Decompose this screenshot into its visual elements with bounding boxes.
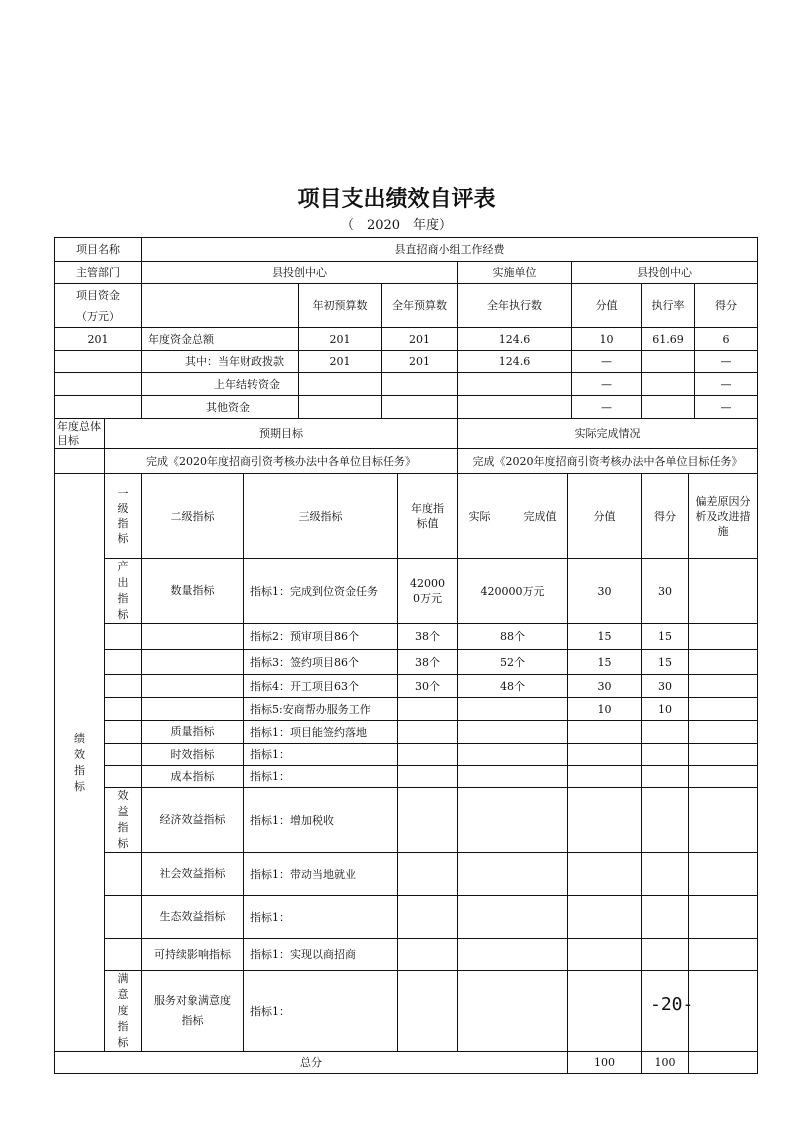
table-row xyxy=(55,624,758,650)
table-row xyxy=(55,788,758,853)
level3: 指标5:安商帮办服务工作 xyxy=(244,698,398,721)
cell: 124.6 xyxy=(458,328,572,351)
level2: 质量指标 xyxy=(170,725,215,738)
target-cell xyxy=(398,766,458,788)
level2-cell xyxy=(142,939,244,971)
table-row xyxy=(55,328,758,351)
level1-cell xyxy=(105,744,142,766)
cell xyxy=(382,396,458,419)
level3: 指标1： xyxy=(244,744,398,766)
actual xyxy=(458,896,568,939)
header: 预期目标 xyxy=(105,419,458,449)
level1-cell xyxy=(105,766,142,788)
table-row xyxy=(55,853,758,896)
level1: 效益指标 xyxy=(117,789,129,850)
level3: 指标1：带动当地就业 xyxy=(244,853,398,896)
header-reason xyxy=(689,474,758,559)
header: 全年预算数 xyxy=(382,284,458,328)
cell xyxy=(142,284,299,328)
level1-cell xyxy=(105,698,142,721)
funds-header-row xyxy=(55,284,758,328)
reason xyxy=(689,721,758,744)
actual: 48个 xyxy=(458,675,568,698)
level1-cell xyxy=(105,675,142,698)
project-name-row xyxy=(55,238,758,262)
label: 项目资金 xyxy=(76,288,120,302)
header-actual xyxy=(458,474,568,559)
reason xyxy=(689,698,758,721)
level2-cell xyxy=(142,624,244,650)
goals-label: 年度总体目标 xyxy=(55,419,105,449)
reason xyxy=(689,744,758,766)
level3: 指标1： xyxy=(244,971,398,1052)
cell: 201 xyxy=(55,328,142,351)
level3: 指标1：增加税收 xyxy=(244,788,398,853)
score: 15 xyxy=(642,650,689,675)
label: 分值 xyxy=(593,509,616,523)
target-cell xyxy=(398,853,458,896)
score-value xyxy=(568,744,642,766)
expected-goal: 完成《2020年度招商引资考核办法中各单位目标任务》 xyxy=(105,449,458,474)
cell xyxy=(458,396,572,419)
target-cell xyxy=(398,675,458,698)
header-l1 xyxy=(105,474,142,559)
score xyxy=(642,721,689,744)
goals-table xyxy=(54,418,758,474)
label: （万元） xyxy=(76,309,120,323)
actual xyxy=(458,766,568,788)
level1-cell xyxy=(105,939,142,971)
cell: — xyxy=(572,373,642,396)
level2: 经济效益指标 xyxy=(159,813,226,826)
reason xyxy=(689,766,758,788)
dept: 县投创中心 xyxy=(142,262,458,284)
level3: 指标1：完成到位资金任务 xyxy=(244,559,398,624)
total-label: 总分 xyxy=(55,1052,568,1074)
cell xyxy=(642,396,695,419)
level1-cell xyxy=(105,896,142,939)
level2-cell xyxy=(142,744,244,766)
reason xyxy=(689,788,758,853)
target-cell xyxy=(398,939,458,971)
funds-table xyxy=(54,237,758,419)
table-row xyxy=(55,744,758,766)
dept-row xyxy=(55,262,758,284)
cell: 201 xyxy=(299,351,382,373)
level1-cell xyxy=(105,650,142,675)
score-value xyxy=(568,971,642,1052)
cell: — xyxy=(695,396,758,419)
header-row xyxy=(55,474,758,559)
label: 得分 xyxy=(654,509,676,523)
project-name: 县直招商小组工作经费 xyxy=(142,238,758,262)
cell xyxy=(689,1052,758,1074)
target-cell xyxy=(398,559,458,624)
cell: 201 xyxy=(382,351,458,373)
cell: 其中：当年财政拨款 xyxy=(142,351,299,373)
reason xyxy=(689,675,758,698)
cell xyxy=(55,449,105,474)
cell xyxy=(642,351,695,373)
score: 30 xyxy=(642,559,689,624)
level1-cell xyxy=(105,559,142,624)
level2: 数量指标 xyxy=(170,584,215,597)
level1-cell xyxy=(105,853,142,896)
cell: 201 xyxy=(299,328,382,351)
target-cell xyxy=(398,744,458,766)
header: 得分 xyxy=(695,284,758,328)
cell: 124.6 xyxy=(458,351,572,373)
score xyxy=(642,939,689,971)
target-cell xyxy=(398,788,458,853)
score: 10 xyxy=(642,698,689,721)
reason xyxy=(689,559,758,624)
level3: 指标4：开工项目63个 xyxy=(244,675,398,698)
reason xyxy=(689,971,758,1052)
page-title: 项目支出绩效自评表 xyxy=(297,186,496,212)
header: 分值 xyxy=(572,284,642,328)
target-cell xyxy=(398,721,458,744)
score xyxy=(642,788,689,853)
score-value xyxy=(568,721,642,744)
score-value xyxy=(568,766,642,788)
level2-cell xyxy=(142,766,244,788)
score-value: 15 xyxy=(568,650,642,675)
label: 年度指标值 xyxy=(411,502,444,530)
cell xyxy=(299,396,382,419)
target-cell xyxy=(398,624,458,650)
level2-cell xyxy=(142,788,244,853)
label: 项目名称 xyxy=(55,238,142,262)
actual xyxy=(458,939,568,971)
actual xyxy=(458,721,568,744)
level2-cell xyxy=(142,971,244,1052)
actual-goal: 完成《2020年度招商引资考核办法中各单位目标任务》 xyxy=(458,449,758,474)
reason xyxy=(689,939,758,971)
target-cell xyxy=(398,896,458,939)
cell xyxy=(55,351,142,373)
header: 实际完成情况 xyxy=(458,419,758,449)
actual xyxy=(458,744,568,766)
level1-cell xyxy=(105,721,142,744)
table-row xyxy=(55,721,758,744)
target: 30个 xyxy=(415,679,440,693)
header-l3 xyxy=(244,474,398,559)
score xyxy=(642,896,689,939)
header: 执行率 xyxy=(642,284,695,328)
cell xyxy=(55,373,142,396)
reason xyxy=(689,853,758,896)
cell: 年度资金总额 xyxy=(142,328,299,351)
score xyxy=(642,744,689,766)
table-row xyxy=(55,373,758,396)
table-row xyxy=(55,559,758,624)
cell xyxy=(458,373,572,396)
level2: 成本指标 xyxy=(170,769,215,783)
level1-cell xyxy=(105,624,142,650)
label: 二级指标 xyxy=(170,509,215,523)
level3: 指标3：签约项目86个 xyxy=(244,650,398,675)
score-value xyxy=(568,939,642,971)
level3: 指标1：实现以商招商 xyxy=(244,939,398,971)
label: 一级指标 xyxy=(117,487,129,545)
score-value: 10 xyxy=(568,698,642,721)
label: 三级指标 xyxy=(298,509,343,523)
table-row xyxy=(55,351,758,373)
header-score_val xyxy=(568,474,642,559)
level2-cell xyxy=(142,896,244,939)
level2-cell xyxy=(142,698,244,721)
target-cell xyxy=(398,698,458,721)
actual: 88个 xyxy=(458,624,568,650)
score-value: 30 xyxy=(568,675,642,698)
actual xyxy=(458,698,568,721)
table-row xyxy=(55,896,758,939)
level1-cell xyxy=(105,788,142,853)
performance-table xyxy=(54,473,758,1074)
target: 38个 xyxy=(415,655,440,669)
level2: 社会效益指标 xyxy=(159,867,226,880)
label: 实施单位 xyxy=(458,262,572,284)
level2-cell xyxy=(142,650,244,675)
cell: 201 xyxy=(382,328,458,351)
level2: 服务对象满意度指标 xyxy=(154,994,231,1027)
total-value: 100 xyxy=(568,1052,642,1074)
score xyxy=(642,853,689,896)
level2: 时效指标 xyxy=(170,747,215,761)
label: 实际 完成值 xyxy=(468,509,557,523)
score-value xyxy=(568,788,642,853)
cell xyxy=(382,373,458,396)
cell: — xyxy=(695,373,758,396)
impl-unit: 县投创中心 xyxy=(572,262,758,284)
page-number: -20- xyxy=(650,994,694,1015)
score-value: 30 xyxy=(568,559,642,624)
level2: 生态效益指标 xyxy=(159,910,226,923)
actual: 420000万元 xyxy=(458,559,568,624)
cell: — xyxy=(695,351,758,373)
table-row xyxy=(55,939,758,971)
funds-label xyxy=(55,284,142,328)
score xyxy=(642,766,689,788)
target-cell xyxy=(398,650,458,675)
score-value xyxy=(568,853,642,896)
cell: 其他资金 xyxy=(142,396,299,419)
actual xyxy=(458,788,568,853)
total-row xyxy=(55,1052,758,1074)
cell: — xyxy=(572,351,642,373)
reason xyxy=(689,624,758,650)
score: 15 xyxy=(642,624,689,650)
header: 年初预算数 xyxy=(299,284,382,328)
reason xyxy=(689,650,758,675)
target: 38个 xyxy=(415,630,440,643)
actual xyxy=(458,971,568,1052)
level3: 指标1： xyxy=(244,896,398,939)
score: 30 xyxy=(642,675,689,698)
label: 偏差原因分析及改进措施 xyxy=(695,494,751,538)
target: 420000万元 xyxy=(410,577,445,605)
cell xyxy=(299,373,382,396)
cell: 6 xyxy=(695,328,758,351)
cell: 10 xyxy=(572,328,642,351)
table-row xyxy=(55,698,758,721)
score-value: 15 xyxy=(568,624,642,650)
table-row xyxy=(55,396,758,419)
target-cell xyxy=(398,971,458,1052)
level1: 满意度指标 xyxy=(117,972,129,1049)
level1: 产出指标 xyxy=(117,560,129,621)
reason xyxy=(689,896,758,939)
cell: — xyxy=(572,396,642,419)
actual xyxy=(458,853,568,896)
total-score: 100 xyxy=(642,1052,689,1074)
level3: 指标1： xyxy=(244,766,398,788)
level3: 指标1：项目能签约落地 xyxy=(244,721,398,744)
header: 全年执行数 xyxy=(458,284,572,328)
score-value xyxy=(568,896,642,939)
cell: 上年结转资金 xyxy=(142,373,299,396)
cell xyxy=(55,396,142,419)
performance-label xyxy=(55,474,105,1052)
table-row xyxy=(55,675,758,698)
table-row xyxy=(55,766,758,788)
level2-cell xyxy=(142,853,244,896)
label: 绩效指标 xyxy=(74,731,85,793)
header-target xyxy=(398,474,458,559)
level2-cell xyxy=(142,675,244,698)
page-subtitle: （ 2020 年度） xyxy=(340,218,453,233)
level2-cell xyxy=(142,559,244,624)
header-score xyxy=(642,474,689,559)
cell xyxy=(642,373,695,396)
actual: 52个 xyxy=(458,650,568,675)
level1-cell xyxy=(105,971,142,1052)
level2: 可持续影响指标 xyxy=(154,947,231,961)
level2-cell xyxy=(142,721,244,744)
cell: 61.69 xyxy=(642,328,695,351)
level3: 指标2：预审项目86个 xyxy=(244,624,398,650)
header-l2 xyxy=(142,474,244,559)
label: 主管部门 xyxy=(55,262,142,284)
table-row xyxy=(55,650,758,675)
